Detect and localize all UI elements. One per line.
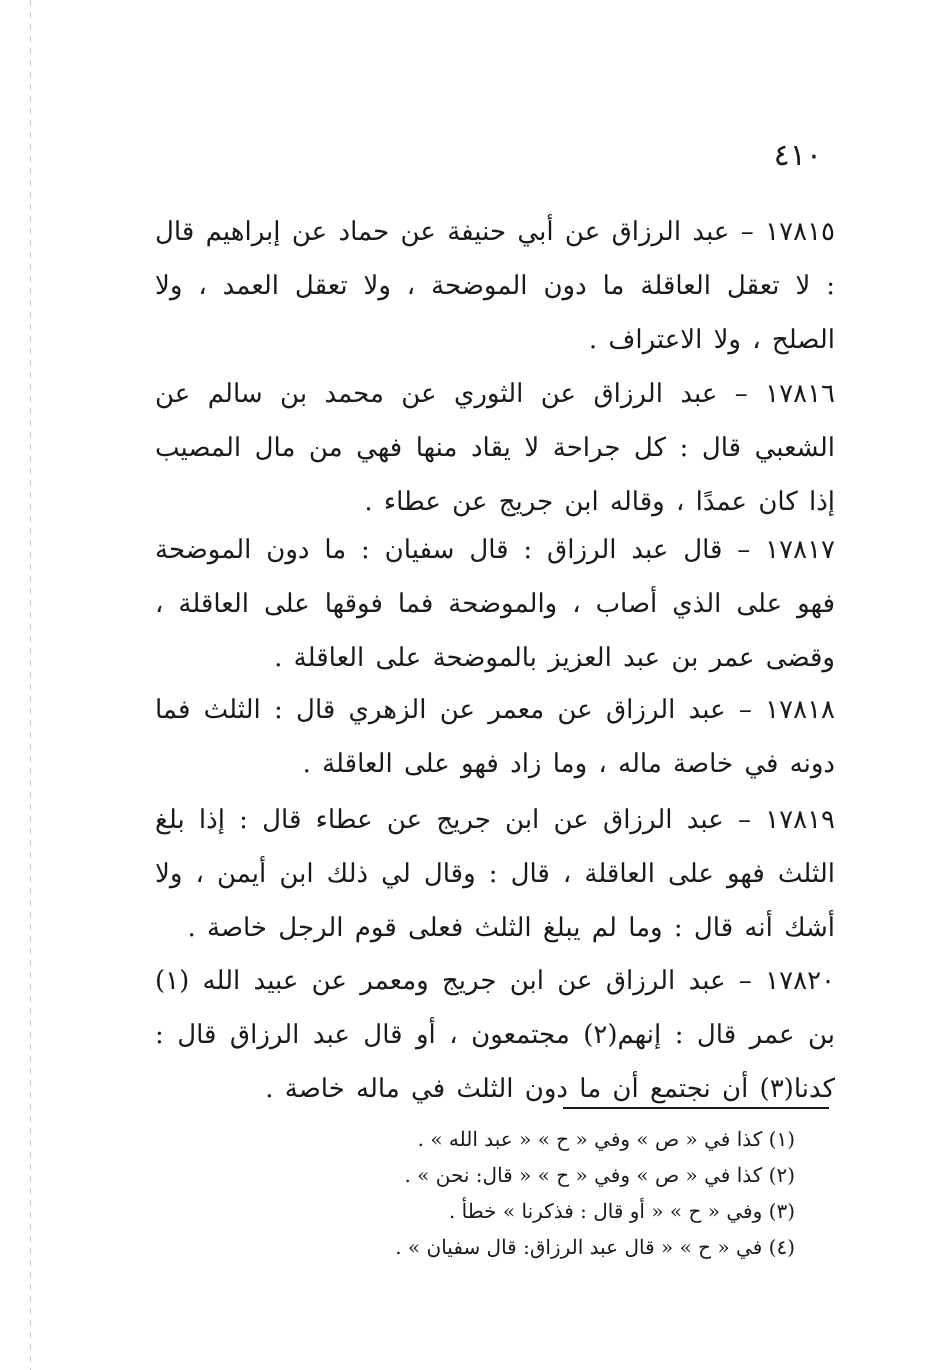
- hadith-paragraph-17818: ١٧٨١٨ – عبد الرزاق عن معمر عن الزهري قال : الثلث فما دونه في خاصة ماله ، وما زاد فهو على العاقلة .: [155, 695, 835, 779]
- hadith-paragraph-17817: ١٧٨١٧ – قال عبد الرزاق : قال سفيان : ما دون الموضحة فهو على الذي أصاب ، والموضحة فما فوقها على العاقلة ، وقضى عمر بن عبد العزيز بالموضحة على العاقلة .: [155, 535, 835, 673]
- footnote-3: (٣) وفي « ح » « أو قال : فذكرنا » خطأ .: [448, 1199, 795, 1223]
- hadith-paragraph-17815: ١٧٨١٥ – عبد الرزاق عن أبي حنيفة عن حماد عن إبراهيم قال : لا تعقل العاقلة ما دون الموضحة ، ولا تعقل العمد ، ولا الصلح ، ولا الاعتراف .: [155, 217, 835, 355]
- hadith-paragraph-17816: ١٧٨١٦ – عبد الرزاق عن الثوري عن محمد بن سالم عن الشعبي قال : كل جراحة لا يقاد منها فهي من مال المصيب إذا كان عمدًا ، وقاله ابن جريج عن عطاء .: [155, 379, 835, 517]
- hadith-paragraph-17820: ١٧٨٢٠ – عبد الرزاق عن ابن جريج ومعمر عن عبيد الله (١) بن عمر قال : إنهم(٢) مجتمعون ، أو قال عبد الرزاق قال : كدنا(٣) أن نجتمع أن ما دون الثلث في ماله خاصة .: [155, 966, 836, 1104]
- footnote-separator: [563, 1107, 829, 1109]
- hadith-paragraph-17819: ١٧٨١٩ – عبد الرزاق عن ابن جريج عن عطاء قال : إذا بلغ الثلث فهو على العاقلة ، قال : وقال لي ذلك ابن أيمن ، ولا أشك أنه قال : وما لم يبلغ الثلث فعلى قوم الرجل خاصة .: [155, 805, 835, 943]
- footnote-1: (١) كذا في « ص » وفي « ح » « عبد الله » .: [417, 1127, 795, 1151]
- page-edge-line: [30, 0, 31, 1370]
- footnotes: [300, 1121, 795, 1265]
- footnote-2: (٢) كذا في « ص » وفي « ح » « قال: نحن » .: [404, 1163, 795, 1187]
- page-number: ٤١٠: [773, 138, 822, 173]
- footnote-4: (٤) في « ح » « قال عبد الرزاق: قال سفيان » .: [395, 1235, 795, 1259]
